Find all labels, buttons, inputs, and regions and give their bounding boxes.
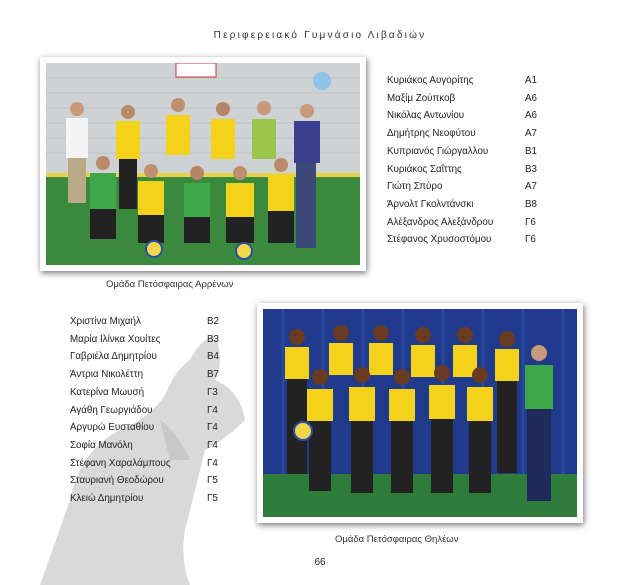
player-class: Β7 — [207, 369, 219, 381]
player-class: Γ3 — [207, 386, 218, 398]
player-name: Σταυριανή Θεοδώρου — [70, 475, 164, 487]
player-name: Γιώτη Σπύρο — [387, 181, 443, 193]
page-header: Περιφερειακό Γυμνάσιο Λιβαδιών — [213, 30, 427, 41]
roster-row — [387, 196, 547, 214]
player-name: Κυριάκος Αυγορίτης — [387, 75, 474, 86]
player-name: Άρνολτ Γκολντάνσκι — [387, 198, 474, 210]
player-class: Γ4 — [207, 439, 218, 451]
player-class: Γ6 — [525, 216, 536, 228]
player-name: Αλέξανδρος Αλεξάνδρου — [387, 216, 494, 228]
roster-row — [387, 231, 547, 249]
roster-row — [387, 178, 547, 196]
player-class: Γ4 — [207, 422, 218, 434]
roster-row — [70, 402, 230, 420]
player-class: Γ6 — [525, 234, 536, 246]
player-name: Κατερίνα Μωυσή — [70, 386, 145, 398]
roster-row — [387, 90, 547, 108]
player-class: Α7 — [525, 181, 537, 193]
boys-team-photo — [40, 57, 366, 271]
player-name: Μαρία Ιλίνκα Χουίτες — [70, 333, 161, 345]
player-class: Α6 — [525, 92, 537, 104]
player-class: Β3 — [525, 163, 537, 175]
roster-row — [70, 437, 230, 455]
player-name: Χριστίνα Μιχαήλ — [70, 316, 141, 327]
player-name: Κλειώ Δημητρίου — [70, 493, 144, 505]
player-class: Γ5 — [207, 493, 218, 505]
roster-row — [387, 107, 547, 125]
player-name: Στέφανος Χρυσοστόμου — [387, 234, 492, 246]
player-name: Κυπριανός Γιώργαλλου — [387, 145, 489, 157]
player-class: Β2 — [207, 316, 219, 327]
player-class: Β8 — [525, 198, 537, 210]
girls-roster — [70, 313, 230, 508]
roster-row — [70, 455, 230, 473]
roster-row — [387, 125, 547, 143]
player-name: Αγάθη Γεωργιάδου — [70, 404, 153, 416]
player-name: Κυριάκος Σαΐττης — [387, 163, 462, 175]
player-name: Μαξίμ Ζούπκοβ — [387, 92, 456, 104]
player-class: Γ5 — [207, 475, 218, 487]
player-class: Α7 — [525, 128, 537, 140]
roster-row — [387, 161, 547, 179]
boys-roster — [387, 72, 547, 249]
roster-row — [70, 366, 230, 384]
roster-row — [70, 313, 230, 331]
player-name: Αργυρώ Ευσταθίου — [70, 422, 155, 434]
roster-row — [387, 143, 547, 161]
player-name: Άντρια Νικολέττη — [70, 369, 144, 381]
roster-row — [387, 214, 547, 232]
player-class: Γ4 — [207, 457, 218, 469]
player-name: Δημήτρης Νεοφύτου — [387, 128, 476, 140]
player-name: Στέφανη Χαραλάμπους — [70, 457, 171, 469]
roster-row — [70, 384, 230, 402]
roster-row — [70, 419, 230, 437]
roster-row — [70, 348, 230, 366]
player-name: Νικόλας Αντωνίου — [387, 110, 465, 122]
player-class: Β1 — [525, 145, 537, 157]
boys-caption: Ομάδα Πετόσφαιρας Αρρένων — [106, 279, 234, 290]
player-class: Β4 — [207, 351, 219, 363]
player-class: Α6 — [525, 110, 537, 122]
girls-caption: Ομάδα Πετόσφαιρας Θηλέων — [335, 534, 459, 545]
player-class: Β3 — [207, 333, 219, 345]
page-number: 66 — [314, 557, 326, 568]
roster-row — [70, 472, 230, 490]
girls-team-photo — [257, 303, 583, 523]
roster-row — [387, 72, 547, 90]
player-name: Γαβριέλα Δημητρίου — [70, 351, 157, 363]
player-name: Σοφία Μανόλη — [70, 439, 133, 451]
roster-row — [70, 331, 230, 349]
player-class: Γ4 — [207, 404, 218, 416]
roster-row — [70, 490, 230, 508]
player-class: Α1 — [525, 75, 537, 86]
